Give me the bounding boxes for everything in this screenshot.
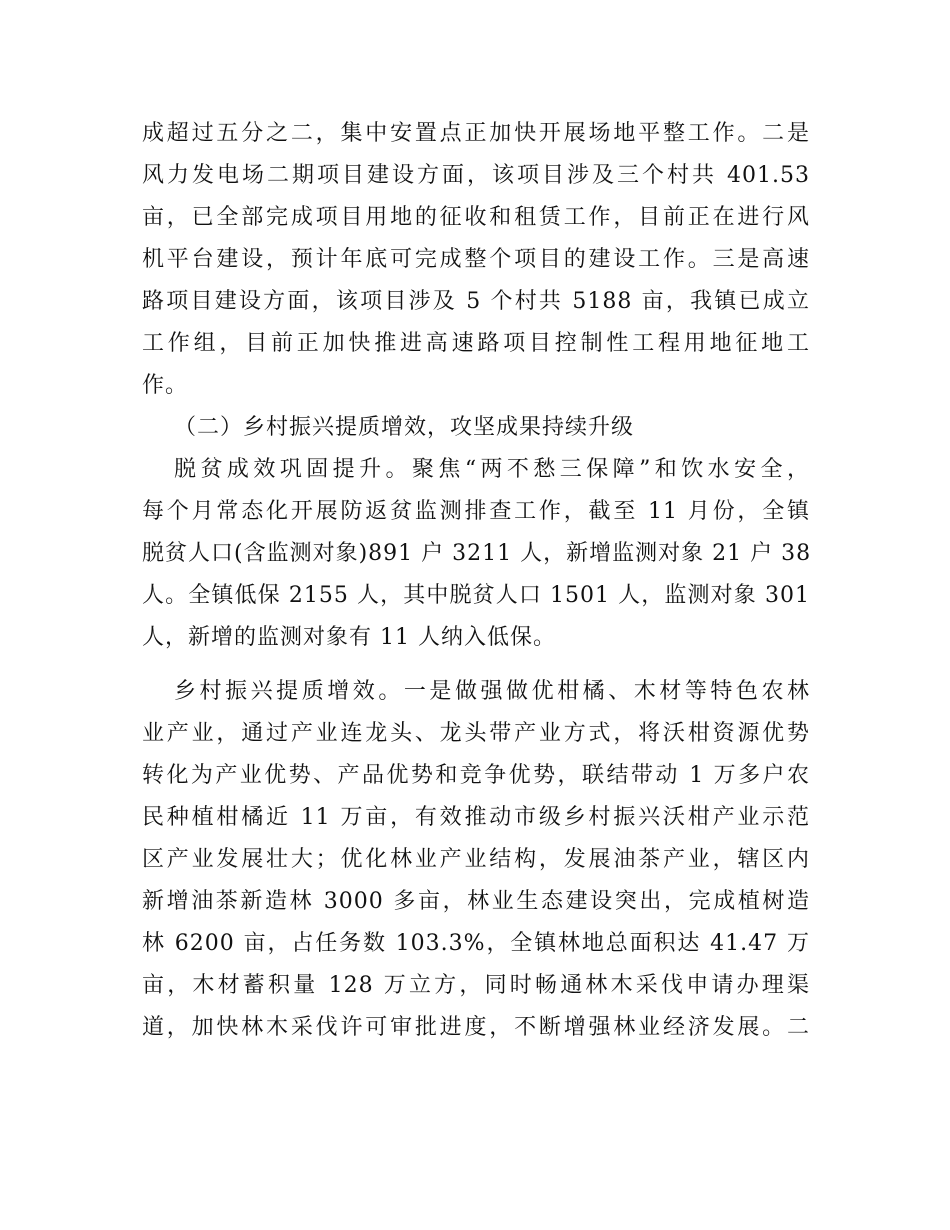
section-heading: （二）乡村振兴提质增效，攻坚成果持续升级 [174,415,635,440]
text-line: 民种植柑橘近 11 万亩，有效推动市级乡村振兴沃柑产业示范 [142,805,810,830]
text-line: 人，新增的监测对象有 11 人纳入低保。 [142,625,556,650]
text-line: 人。全镇低保 2155 人，其中脱贫人口 1501 人，监测对象 301 [142,583,810,608]
text-line: 路项目建设方面，该项目涉及 5 个村共 5188 亩，我镇已成立 [142,289,810,314]
text-line: 工作组，目前正加快推进高速路项目控制性工程用地征地工 [142,331,810,356]
text-line: 机平台建设，预计年底可完成整个项目的建设工作。三是高速 [142,247,810,272]
text-line: 风力发电场二期项目建设方面，该项目涉及三个村共 401.53 [142,163,810,188]
text-line: 转化为产业优势、产品优势和竞争优势，联结带动 1 万多户农 [142,763,810,788]
document-body [142,118,810,1054]
text-line: 脱贫成效巩固提升。聚焦“两不愁三保障”和饮水安全， [174,457,810,482]
text-line: 道，加快林木采伐许可审批进度，不断增强林业经济发展。二 [142,1015,810,1040]
paragraph-poverty-alleviation [142,454,810,654]
paragraph-rural-revitalization [142,676,810,1044]
text-line: 亩，已全部完成项目用地的征收和租赁工作，目前正在进行风 [142,205,810,230]
text-line: 区产业发展壮大；优化林业产业结构，发展油茶产业，辖区内 [142,847,810,872]
text-line: 每个月常态化开展防返贫监测排查工作，截至 11 月份，全镇 [142,499,810,524]
text-line: 新增油茶新造林 3000 多亩，林业生态建设突出，完成植树造 [142,889,810,914]
paragraph-gap [142,664,810,676]
paragraph-wind-highway-projects [142,118,810,402]
text-line: 成超过五分之二，集中安置点正加快开展场地平整工作。二是 [142,121,810,146]
text-line: 业产业，通过产业连龙头、龙头带产业方式，将沃柑资源优势 [142,721,810,746]
text-line: 脱贫人口(含监测对象)891 户 3211 人，新增监测对象 21 户 38 [142,541,812,566]
text-line: 亩，木材蓄积量 128 万立方，同时畅通林木采伐申请办理渠 [142,973,810,998]
text-line: 作。 [142,373,189,398]
text-line: 乡村振兴提质增效。一是做强做优柑橘、木材等特色农林 [174,679,810,704]
text-line: 林 6200 亩，占任务数 103.3%，全镇林地总面积达 41.47 万 [142,931,810,956]
